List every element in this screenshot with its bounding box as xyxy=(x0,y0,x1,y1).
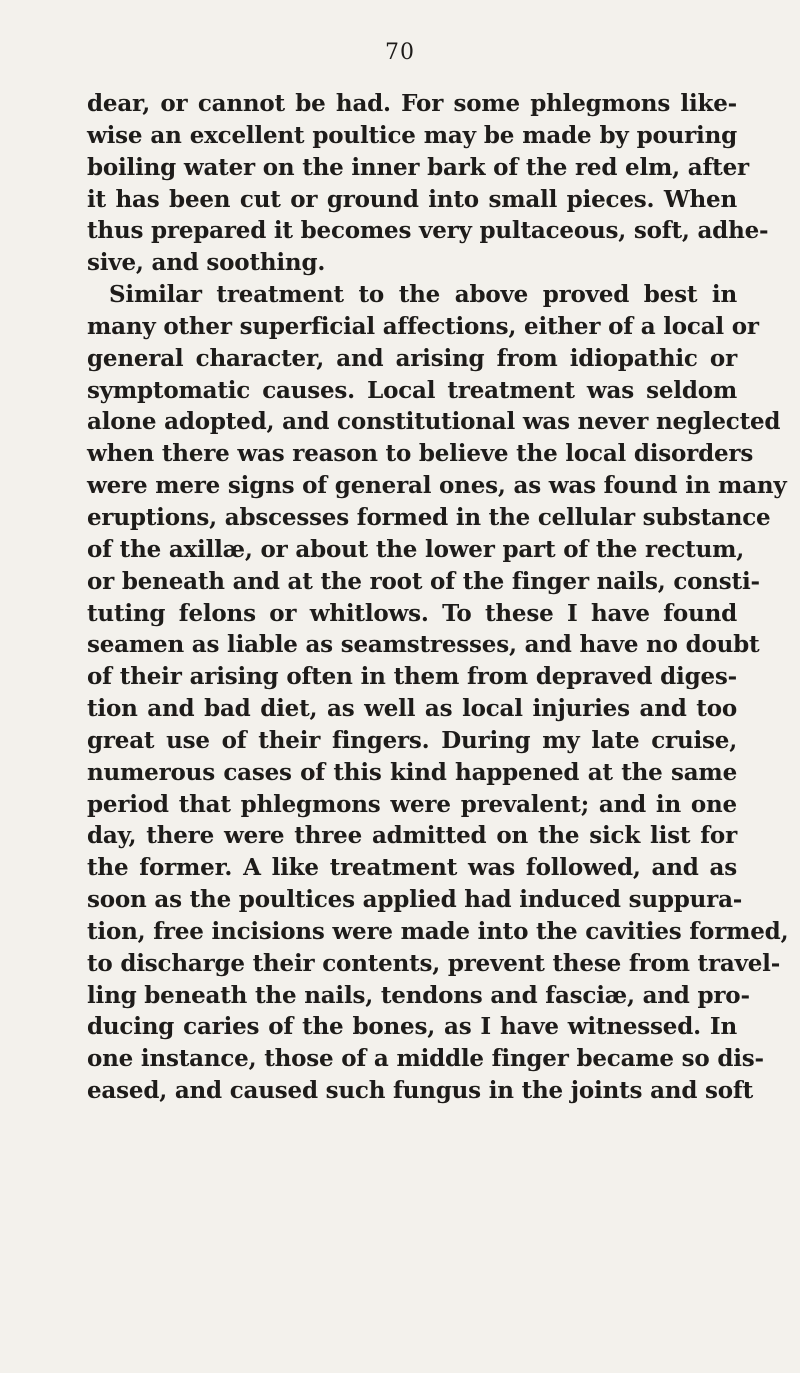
text-line-25: the former. A like treatment was followed, and as xyxy=(87,854,737,882)
text-line-15: of the axillæ, or about the lower part of the rectum, xyxy=(87,535,745,563)
text-line-12: when there was reason to believe the local disorders xyxy=(87,440,754,468)
text-line-32: eased, and caused such fungus in the joints and soft xyxy=(87,1077,754,1105)
text-line-7: Similar treatment to the above proved best in xyxy=(109,281,737,309)
text-line-20: tion and bad diet, as well as local injuries and too xyxy=(87,695,737,723)
body-text xyxy=(87,88,789,1107)
text-line-2: wise an excellent poultice may be made by pouring xyxy=(87,121,737,149)
text-line-23: period that phlegmons were prevalent; and in one xyxy=(87,790,737,818)
text-line-29: ling beneath the nails, tendons and fasciæ, and pro- xyxy=(87,981,750,1009)
text-line-22: numerous cases of this kind happened at the same xyxy=(87,758,737,786)
text-line-18: seamen as liable as seamstresses, and have no doubt xyxy=(87,631,760,659)
text-line-4: it has been cut or ground into small pieces. When xyxy=(87,185,737,213)
text-line-5: thus prepared it becomes very pultaceous, soft, adhe- xyxy=(87,217,769,245)
text-line-1: dear, or cannot be had. For some phlegmons like- xyxy=(87,90,737,117)
text-line-6: sive, and soothing. xyxy=(87,249,326,277)
text-line-14: eruptions, abscesses formed in the cellular substance xyxy=(87,503,771,531)
text-line-3: boiling water on the inner bark of the red elm, after xyxy=(87,153,749,181)
text-line-8: many other superficial affections, either of a local or xyxy=(87,312,759,340)
text-line-31: one instance, those of a middle finger became so dis- xyxy=(87,1045,764,1073)
text-line-24: day, there were three admitted on the sick list for xyxy=(87,822,737,850)
text-line-9: general character, and arising from idiopathic or xyxy=(87,344,737,372)
text-line-10: symptomatic causes. Local treatment was seldom xyxy=(87,376,737,404)
text-line-13: were mere signs of general ones, as was found in many xyxy=(87,472,787,500)
text-line-17: tuting felons or whitlows. To these I have found xyxy=(87,599,737,627)
text-line-26: soon as the poultices applied had induced suppura- xyxy=(87,886,743,914)
text-line-21: great use of their fingers. During my late cruise, xyxy=(87,726,737,754)
text-line-28: to discharge their contents, prevent these from travel- xyxy=(87,949,781,977)
page-number: 70 xyxy=(385,40,415,65)
text-line-30: ducing caries of the bones, as I have witnessed. In xyxy=(87,1013,737,1041)
text-line-16: or beneath and at the root of the finger nails, consti- xyxy=(87,567,760,595)
text-line-11: alone adopted, and constitutional was never neglected xyxy=(87,408,781,436)
text-line-19: of their arising often in them from depraved diges- xyxy=(87,663,737,691)
text-line-27: tion, free incisions were made into the cavities formed, xyxy=(87,917,789,945)
